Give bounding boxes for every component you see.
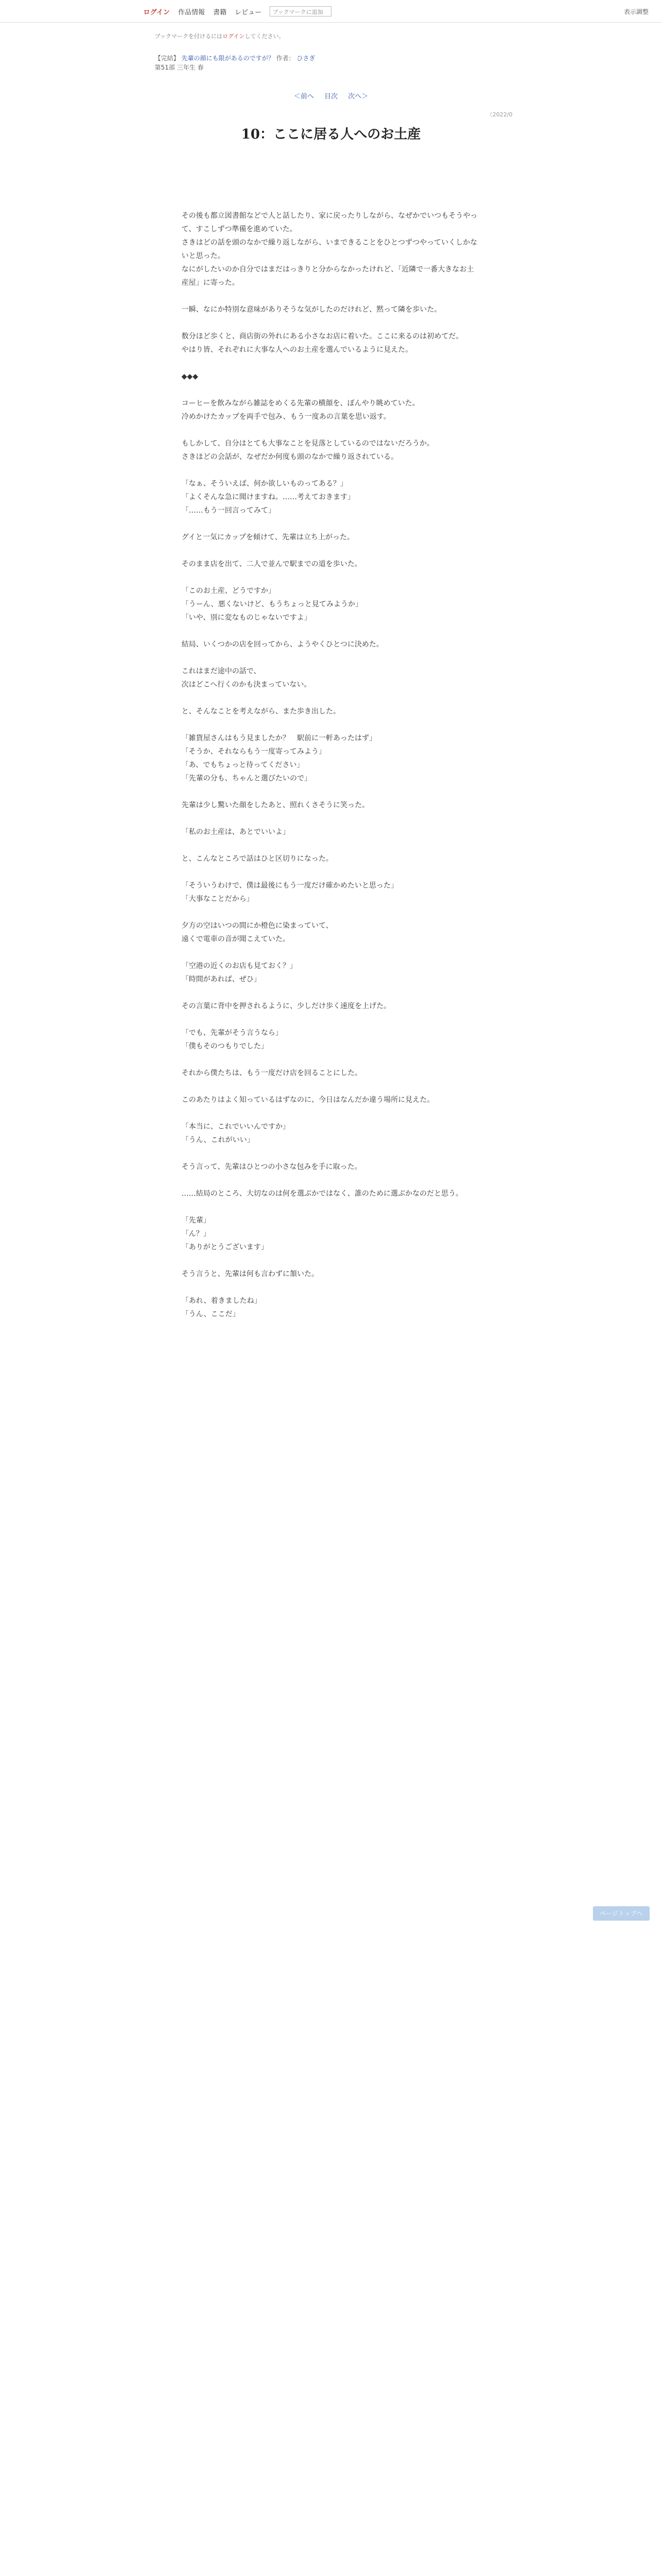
body-paragraph: グイと一気にカップを傾けて、先輩は立ち上がった。	[181, 533, 354, 541]
body-paragraph: と、そんなことを考えながら、また歩き出した。	[181, 707, 340, 716]
body-paragraph: 「うん、これがいい」	[181, 1136, 254, 1144]
body-paragraph	[181, 1281, 481, 1294]
top-navigation-bar	[0, 0, 662, 23]
body-paragraph	[181, 624, 481, 638]
body-paragraph: 「……もう一回言ってみて」	[181, 506, 275, 515]
page-top-button[interactable]: ページトップへ	[593, 1906, 650, 1921]
body-paragraph: 「私のお土産は、あとでいいよ」	[181, 828, 290, 836]
top-nav	[143, 6, 332, 16]
notice-suffix: してください。	[244, 33, 285, 40]
body-paragraph: 夕方の空はいつの間にか橙色に染まっていて、	[181, 922, 333, 930]
body-paragraph: 「僕もそのつもりでした」	[181, 1042, 268, 1050]
body-paragraph: 「本当に、これでいいんですか」	[181, 1123, 290, 1131]
author-link[interactable]: ひさぎ	[296, 55, 316, 62]
body-paragraph	[181, 651, 481, 665]
body-paragraph	[181, 1080, 481, 1093]
body-paragraph: このあたりはよく知っているはずなのに、今日はなんだか違う場所に見えた。	[181, 1096, 434, 1104]
body-paragraph: 「あれ、着きましたね」	[181, 1297, 261, 1305]
body-paragraph: 「このお土産、どうですか」	[181, 587, 275, 595]
prev-link[interactable]: ＜前へ	[293, 93, 314, 100]
body-paragraph: 「よくそんな急に聞けますね。……考えておきます」	[181, 493, 355, 501]
pager-top	[0, 91, 662, 100]
nav-reviews[interactable]: レビュー	[235, 8, 262, 16]
body-paragraph: もしかして、自分はとても大事なことを見落としているのではないだろうか。	[181, 439, 434, 448]
body-paragraph: 「なぁ、そういえば、何か欲しいものってある？」	[181, 480, 347, 488]
body-paragraph	[181, 464, 481, 477]
body-paragraph	[181, 196, 481, 209]
status-tag: 【完結】	[155, 55, 180, 62]
breadcrumb	[155, 54, 316, 72]
body-paragraph: 冷めかけたカップを両手で包み、もう一度あの言葉を思い返す。	[181, 413, 391, 421]
body-paragraph: そう言って、先輩はひとつの小さな包みを手に取った。	[181, 1163, 362, 1171]
body-paragraph: 「うーん、悪くないけど、もうちょっと見てみようか」	[181, 600, 362, 608]
body-paragraph: やはり皆、それぞれに大事な人へのお土産を選んでいるように見えた。	[181, 346, 412, 354]
body-paragraph: コーヒーを飲みながら雑誌をめくる先輩の横顔を、ぼんやり眺めていた。	[181, 399, 420, 408]
body-paragraph: 「あ、でもちょっと待ってください」	[181, 761, 304, 769]
nav-books[interactable]: 書籍	[213, 8, 227, 16]
notice-login-link[interactable]: ログイン	[222, 33, 245, 40]
body-paragraph	[181, 383, 481, 397]
body-paragraph	[181, 866, 481, 879]
login-link[interactable]: ログイン	[143, 8, 170, 16]
work-title-link[interactable]: 先輩の顔にも限があるのですが？	[181, 55, 274, 62]
body-paragraph: 「いや、別に変なものじゃないですよ」	[181, 614, 311, 622]
bookmark-login-notice	[155, 32, 285, 40]
body-paragraph	[181, 1053, 481, 1066]
toc-link[interactable]: 目次	[324, 93, 338, 100]
chapter-title: 10：ここに居る人へのお土産	[241, 127, 421, 142]
body-paragraph	[181, 718, 481, 732]
body-paragraph: なにがしたいのか自分ではまだはっきりと分からなかったけれど、「近隣で一番大きなお土産屋」に寄った。	[181, 265, 474, 287]
body-paragraph: 次はどこへ行くのかも決まっていない。	[181, 681, 311, 689]
body-paragraph	[181, 691, 481, 705]
body-paragraph: 「大事なことだから」	[181, 895, 254, 903]
body-paragraph	[181, 571, 481, 584]
body-paragraph: そのまま店を出て、二人で並んで駅までの道を歩いた。	[181, 560, 362, 568]
body-paragraph	[181, 357, 481, 370]
body-paragraph	[181, 1013, 481, 1026]
body-paragraph: そう言うと、先輩は何も言わずに頷いた。	[181, 1270, 319, 1278]
body-paragraph	[181, 812, 481, 825]
display-settings-button[interactable]: 表示調整	[623, 8, 649, 15]
body-paragraph: 「そうか、それならもう一度寄ってみよう」	[181, 748, 326, 756]
body-paragraph: 「空港の近くのお店も見ておく？」	[181, 962, 297, 970]
author-label: 作者：	[276, 55, 295, 62]
body-paragraph: それから僕たちは、もう一度だけ店を回ることにした。	[181, 1069, 362, 1077]
body-paragraph: 「ん？」	[181, 1230, 210, 1238]
body-paragraph: その後も都立図書館などで人と話したり、家に戻ったりしながら、なぜかでいつもそうやって、すこしずつ準備を進めていた。	[181, 212, 477, 233]
body-paragraph: 数分ほど歩くと、商店街の外れにある小さなお店に着いた。ここに来るのは初めてだ。	[181, 332, 463, 341]
body-paragraph	[181, 1147, 481, 1160]
body-paragraph: さきほどの会話が、なぜだか何度も頭のなかで繰り返されている。	[181, 453, 398, 461]
body-paragraph: 「そういうわけで、僕は最後にもう一度だけ確かめたいと思った」	[181, 882, 398, 890]
body-paragraph	[181, 1200, 481, 1214]
body-paragraph	[181, 1174, 481, 1187]
body-paragraph	[181, 839, 481, 852]
body-paragraph: 「雑貨屋さんはもう見ましたか？ 駅前に一軒あったはず」	[181, 734, 376, 742]
body-paragraph: 「でも、先輩がそう言うなら」	[181, 1029, 283, 1037]
body-paragraph: その言葉に背中を押されるように、少しだけ歩く速度を上げた。	[181, 1002, 391, 1010]
body-paragraph	[181, 785, 481, 799]
body-paragraph	[181, 517, 481, 531]
body-paragraph: 「時間があれば、ぜひ」	[181, 975, 261, 984]
body-paragraph	[181, 986, 481, 999]
nav-work-info[interactable]: 作品情報	[178, 8, 205, 16]
body-paragraph: 「ありがとうございます」	[181, 1243, 268, 1251]
body-paragraph	[181, 290, 481, 303]
chapter-number: 第51部	[155, 64, 175, 71]
body-paragraph: これはまだ途中の話で、	[181, 667, 261, 675]
body-paragraph: 結局、いくつかの店を回ってから、ようやくひとつに決めた。	[181, 640, 384, 649]
body-paragraph: 先輩は少し驚いた顔をしたあと、照れくさそうに笑った。	[181, 801, 369, 809]
body-paragraph: 「うん、ここだ」	[181, 1310, 240, 1318]
body-paragraph	[181, 316, 481, 330]
body-paragraph	[181, 946, 481, 959]
bookmark-add-button-top[interactable]: ブックマークに追加	[270, 6, 332, 16]
body-paragraph: 遠くで電車の音が聞こえていた。	[181, 935, 290, 943]
body-paragraph: さきはどの話を頭のなかで繰り返しながら、いまできることをひとつずつやっていくしかないと思った。	[181, 239, 477, 260]
body-paragraph	[181, 423, 481, 437]
publish-date: （2022/0	[487, 111, 512, 118]
body-paragraph: 「先輩」	[181, 1216, 210, 1225]
body-paragraph	[181, 1254, 481, 1267]
body-paragraph: 一瞬、なにか特別な意味がありそうな気がしたのだけれど、黙って隣を歩いた。	[181, 306, 441, 314]
body-paragraph	[181, 906, 481, 919]
body-paragraph: 「先輩の分も、ちゃんと選びたいので」	[181, 774, 311, 783]
body-paragraph	[181, 1107, 481, 1120]
chapter-part: 三年生 春	[177, 64, 204, 71]
chapter-body	[181, 196, 481, 1321]
next-link[interactable]: 次へ＞	[348, 93, 369, 100]
body-paragraph: ……結局のところ、大切なのは何を選ぶかではなく、誰のために選ぶかなのだと思う。	[181, 1190, 463, 1198]
body-paragraph: と、こんなところで話はひと区切りになった。	[181, 855, 333, 863]
body-paragraph	[181, 544, 481, 557]
body-paragraph: ◆◆◆	[181, 372, 198, 381]
notice-prefix: ブックマークを付けるには	[155, 33, 223, 40]
